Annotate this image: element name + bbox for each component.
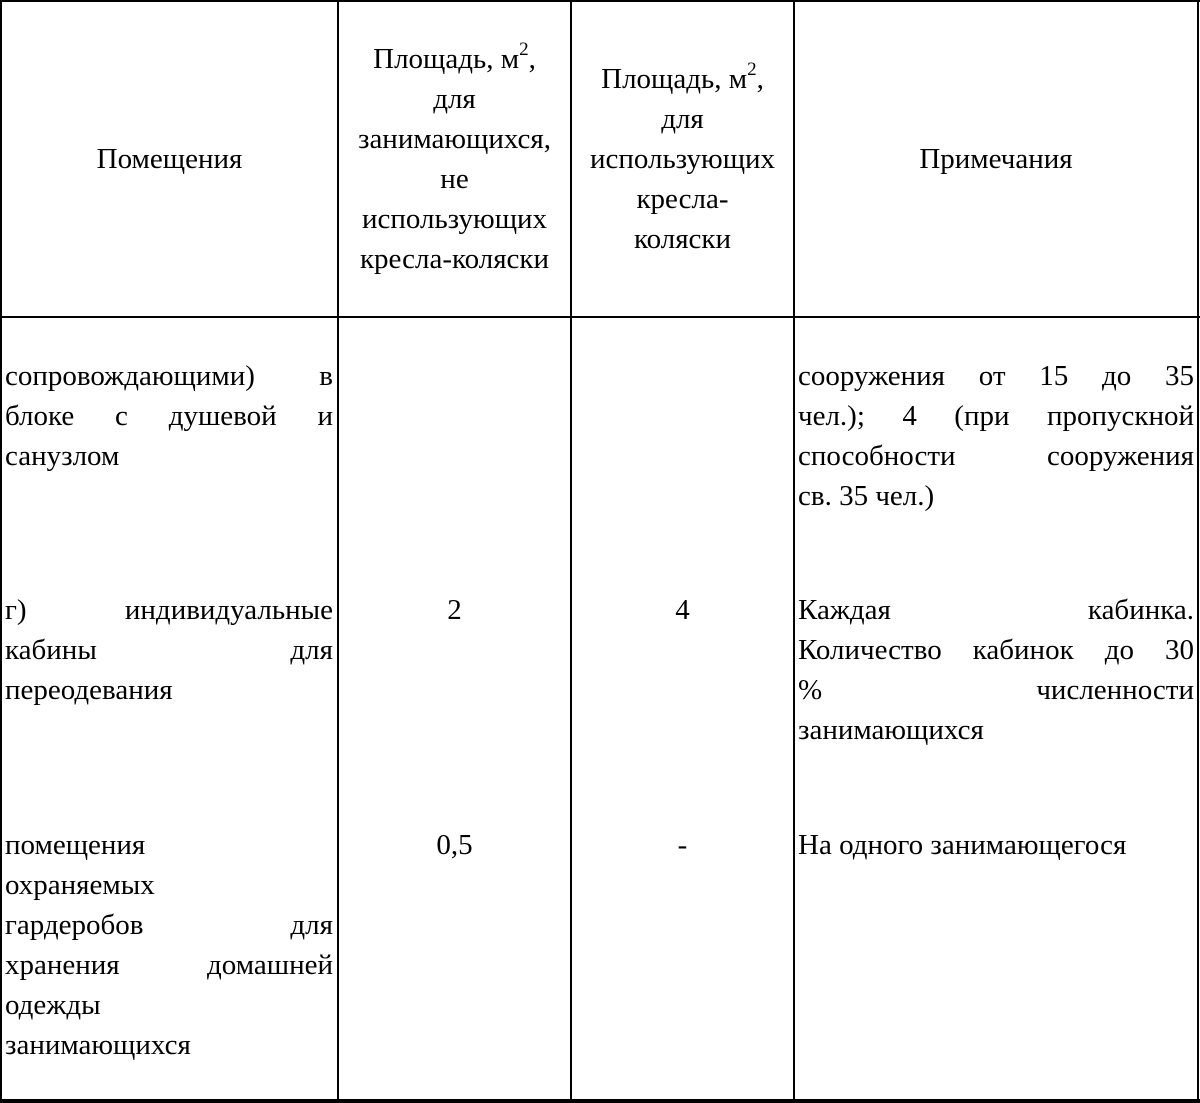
header-area-non-wheelchair xyxy=(339,2,570,316)
table-border-right xyxy=(1197,0,1199,1103)
row-1-notes: сооружения от 15 до 35 чел.); 4 (при пропускной способности сооружения св. 35 чел.) xyxy=(798,360,1194,512)
header-area-wheelchair-line-2: для xyxy=(661,103,704,135)
header-area-non-wheelchair-line-4: не xyxy=(440,163,469,195)
header-area-wheelchair-line-3: использующих xyxy=(589,143,776,175)
header-area-non-wheelchair-line-6: кресла-коляски xyxy=(359,243,550,275)
header-rooms xyxy=(2,2,337,316)
row-1-room: сопровождающими) в блоке с душевой и санузлом xyxy=(5,360,333,472)
row-3-notes: На одного занимающегося xyxy=(798,829,1127,861)
row-2-room: г) индивидуальные кабины для переодевания xyxy=(5,594,333,706)
row-2-notes: Каждая кабинка. Количество кабинок до 30 % численности занимающихся xyxy=(798,594,1194,746)
row-2-area-wheelchair: 4 xyxy=(675,594,690,626)
header-area-non-wheelchair-line-5: использующих xyxy=(361,203,548,235)
row-3-area-non-wheelchair: 0,5 xyxy=(436,829,473,861)
row-3-area-wheelchair: - xyxy=(677,829,688,861)
row-3-room: помещения охраняемых гардеробов для хранения домашней одежды занимающихся xyxy=(5,829,333,1061)
header-area-non-wheelchair-line-1: Площадь, $м^2$, xyxy=(373,39,536,75)
header-area-non-wheelchair-line-2: для xyxy=(433,83,476,115)
header-notes xyxy=(795,2,1197,316)
header-area-non-wheelchair-line-3: занимающихся, xyxy=(357,123,552,155)
header-area-wheelchair-line-4: кресла- xyxy=(636,183,729,215)
header-notes-label: Примечания xyxy=(919,143,1073,175)
table-border-bottom xyxy=(0,1099,1200,1103)
header-area-wheelchair xyxy=(572,2,793,316)
header-divider xyxy=(0,316,1200,318)
header-rooms-label: Помещения xyxy=(96,143,243,175)
header-area-wheelchair-line-5: коляски xyxy=(633,223,732,255)
row-2-area-non-wheelchair: 2 xyxy=(447,594,462,626)
header-area-wheelchair-line-1: Площадь, $м^2$, xyxy=(601,59,764,95)
